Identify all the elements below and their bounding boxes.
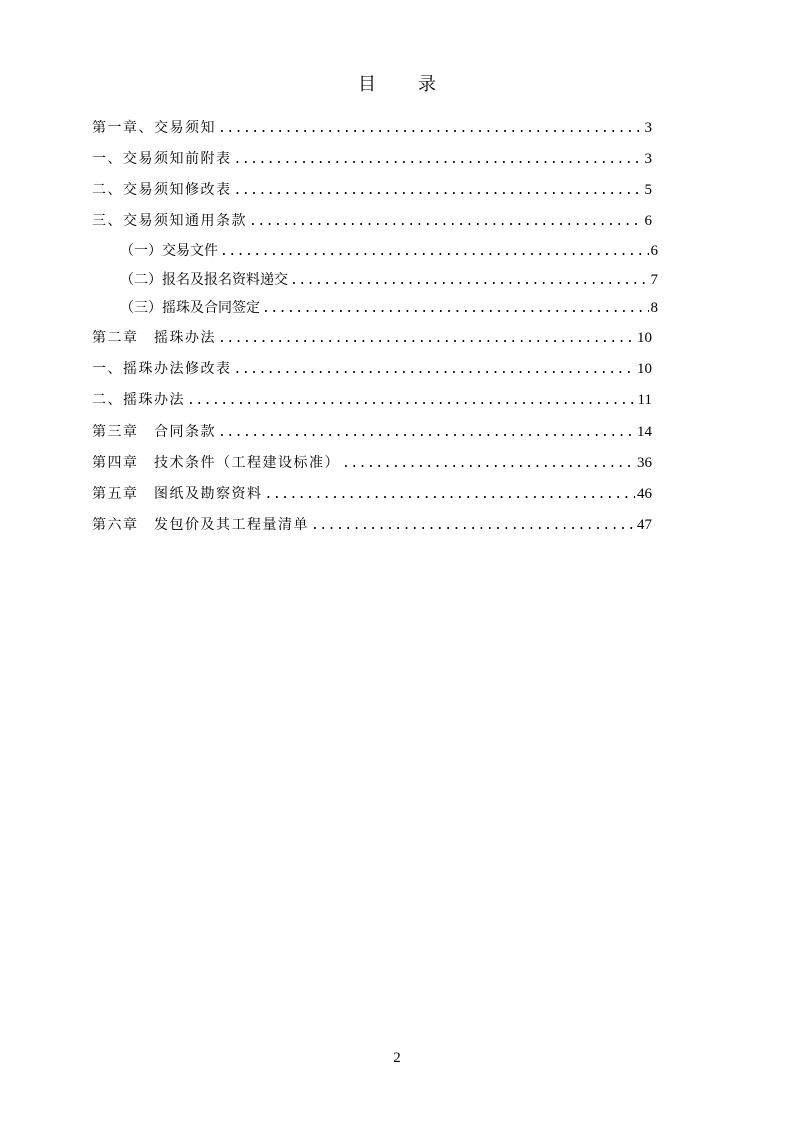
toc-entry-label: 二、摇珠办法 (92, 392, 185, 408)
toc-entry-label: 第二章 摇珠办法 (92, 330, 216, 346)
page-number: 2 (393, 1050, 401, 1066)
toc-entry[interactable] (92, 212, 652, 231)
toc-entry-label: 第一章、交易须知 (92, 120, 216, 136)
toc-entry-label: 第六章 发包价及其工程量清单 (92, 517, 309, 533)
title-part-1: 目 (358, 74, 376, 95)
toc-entry-page: 11 (637, 392, 652, 408)
toc-entry-label: 第五章 图纸及勘察资料 (92, 486, 263, 502)
toc-entry-page: 7 (650, 272, 658, 288)
toc-subentry[interactable] (120, 299, 658, 318)
toc-entry-page: 8 (650, 300, 658, 316)
toc-entry-label: 一、交易须知前附表 (92, 151, 232, 167)
toc-entry-label: （一）交易文件 (120, 243, 218, 259)
dot-leader (249, 213, 643, 231)
dot-leader (262, 300, 649, 318)
toc-entry[interactable] (92, 181, 652, 200)
dot-leader (311, 517, 635, 535)
toc-entry-page: 36 (637, 455, 652, 471)
dot-leader (342, 455, 635, 473)
toc-entry-label: 二、交易须知修改表 (92, 182, 232, 198)
dot-leader (220, 243, 649, 261)
dot-leader (265, 486, 636, 504)
toc-entry[interactable] (92, 329, 652, 348)
toc-entry[interactable] (92, 360, 652, 379)
toc-entry-page: 5 (644, 182, 652, 198)
toc-subentry[interactable] (120, 242, 658, 261)
toc-subentry[interactable] (120, 271, 658, 290)
title-part-2: 录 (418, 74, 436, 95)
dot-leader (218, 424, 635, 442)
toc-entry-label: 一、摇珠办法修改表 (92, 361, 232, 377)
toc-entry-page: 10 (637, 361, 652, 377)
dot-leader (234, 361, 636, 379)
toc-entry[interactable] (92, 454, 652, 473)
toc-entry[interactable] (92, 516, 652, 535)
toc-entry-page: 3 (644, 151, 652, 167)
dot-leader (218, 120, 643, 138)
toc-entry-label: 三、交易须知通用条款 (92, 213, 247, 229)
toc-entry-page: 3 (644, 120, 652, 136)
toc-entry-page: 14 (637, 424, 652, 440)
toc-entry[interactable] (92, 391, 652, 410)
toc-entry-label: （三）摇珠及合同签定 (120, 300, 260, 316)
toc-entry-page: 6 (650, 243, 658, 259)
toc-entry[interactable] (92, 119, 652, 138)
toc-entry-page: 46 (637, 486, 652, 502)
toc-entry-page: 6 (644, 213, 652, 229)
toc-entry-label: 第三章 合同条款 (92, 424, 216, 440)
toc-entry-label: （二）报名及报名资料递交 (120, 272, 288, 288)
toc-entry-page: 47 (637, 517, 652, 533)
dot-leader (290, 272, 649, 290)
dot-leader (234, 182, 643, 200)
dot-leader (218, 330, 635, 348)
toc-entry[interactable] (92, 150, 652, 169)
dot-leader (234, 151, 643, 169)
toc-entry-page: 10 (637, 330, 652, 346)
toc-entry-label: 第四章 技术条件（工程建设标准） (92, 455, 340, 471)
dot-leader (187, 392, 636, 410)
toc-entry[interactable] (92, 485, 652, 504)
toc-entry[interactable] (92, 423, 652, 442)
